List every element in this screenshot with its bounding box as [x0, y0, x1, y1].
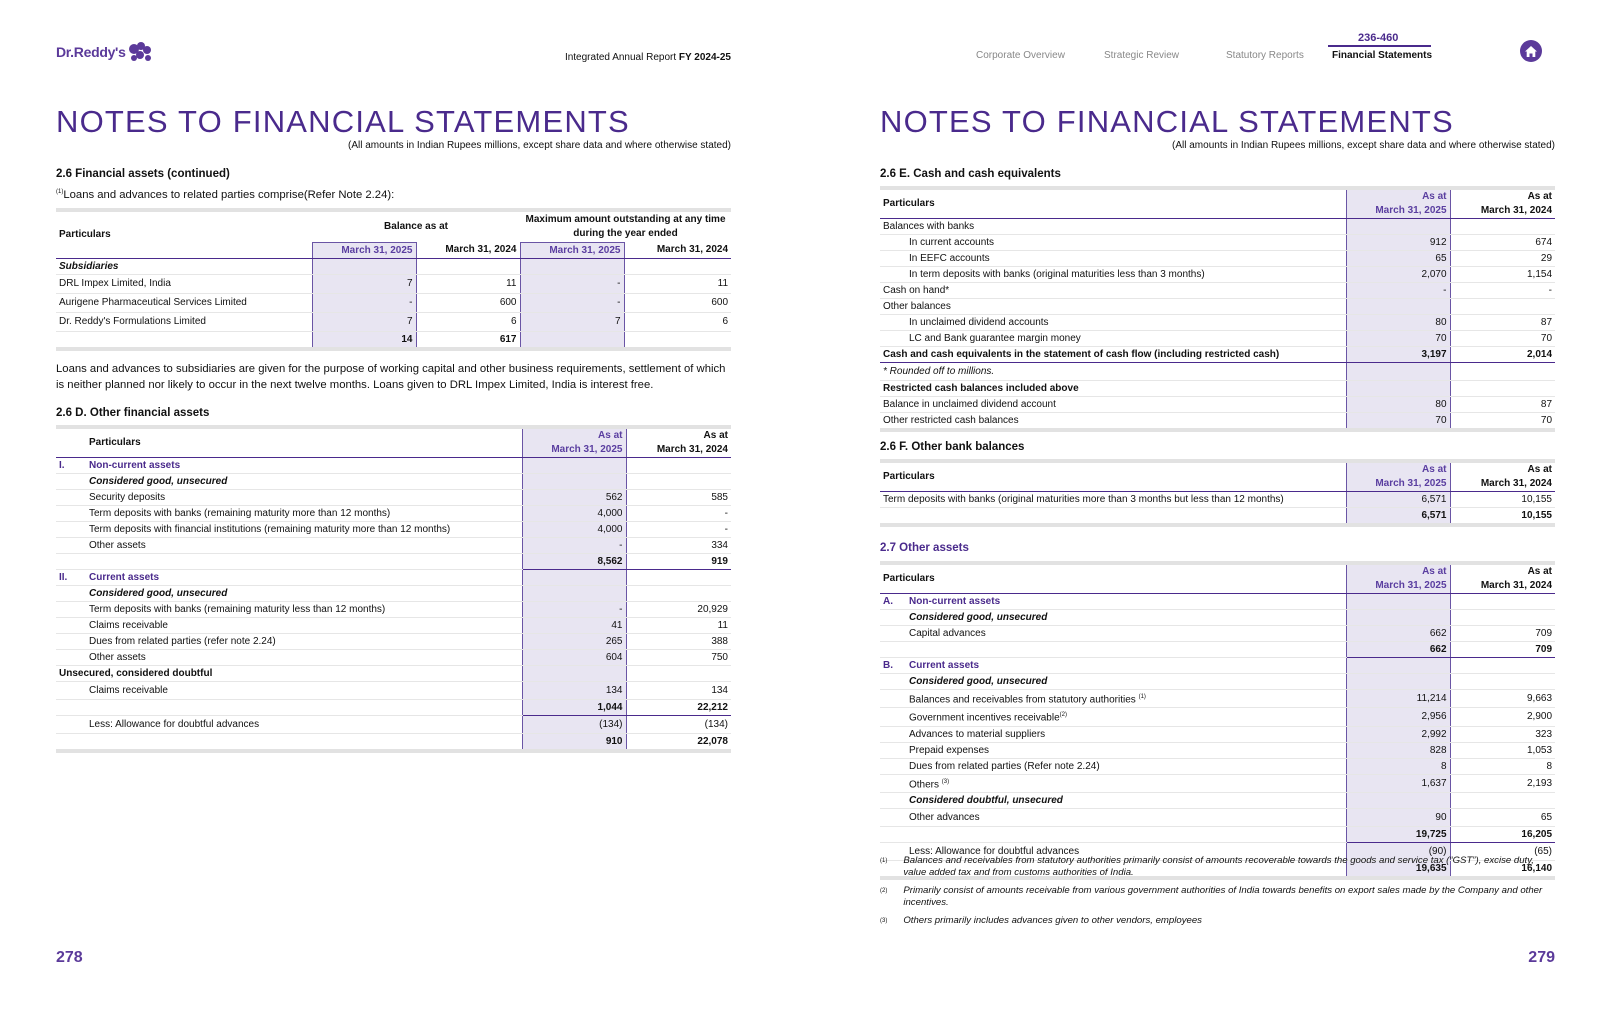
page-number: 279 [1528, 949, 1555, 966]
table-row: Dues from related parties (Refer note 2.24) 8 8 [880, 758, 1555, 774]
table-row: Balances and receivables from statutory authorities $^{(1)}$ 11,214 9,663 [880, 690, 1555, 708]
col-max-mar24: March 31, 2024 [624, 242, 731, 258]
nav-page-range: 236-460 [1358, 32, 1399, 44]
table-row: Less: Allowance for doubtful advances (90) (65) [880, 842, 1555, 860]
col-mar25: As at March 31, 2025 [1346, 188, 1450, 219]
subtotal-row: 19,725 16,205 [880, 826, 1555, 842]
loans-table-wrap [56, 208, 731, 351]
nav-statutory-reports[interactable]: Statutory Reports [1226, 50, 1304, 61]
col-mar25: As at March 31, 2025 [522, 427, 626, 458]
table-row: Dr. Reddy's Formulations Limited 7 6 7 6 [56, 312, 731, 331]
table-row: Term deposits with financial institutions (remaining maturity more than 12 months) 4,000 - [56, 522, 731, 538]
loans-table [56, 208, 731, 351]
subtotal-row: 1,044 22,212 [56, 700, 731, 716]
table-row: Considered doubtful, unsecured [880, 792, 1555, 808]
table-row: Aurigene Pharmaceutical Services Limited - 600 - 600 [56, 293, 731, 312]
table-row: Advances to material suppliers 2,992 323 [880, 726, 1555, 742]
page-number: 278 [56, 949, 83, 966]
other-financial-assets-wrap [56, 425, 731, 753]
col-mar25: March 31, 2025 [312, 242, 416, 258]
amounts-note: (All amounts in Indian Rupees millions, except share data and where otherwise stated) [1172, 140, 1555, 151]
col-particulars: Particulars [86, 427, 522, 458]
table-row: Term deposits with banks (original maturities more than 3 months but less than 12 months) 6,571 10,155 [880, 492, 1555, 508]
table-row [56, 258, 731, 274]
nav-strategic-review[interactable]: Strategic Review [1104, 50, 1180, 61]
total-row: 662 709 [880, 642, 1555, 658]
table-row: Capital advances 662 709 [880, 626, 1555, 642]
col-particulars: Particulars [880, 188, 1346, 219]
table-row: In unclaimed dividend accounts 80 87 [880, 315, 1555, 331]
total-row: Cash and cash equivalents in the statement of cash flow (including restricted cash) 3,197 2,014 [880, 347, 1555, 363]
total-row: 19,635 16,140 [880, 860, 1555, 878]
col-particulars: Particulars [880, 461, 1346, 492]
table-row: Claims receivable 134 134 [56, 682, 731, 700]
report-header: Integrated Annual Report FY 2024-25 [564, 52, 731, 63]
cash-equivalents-table [880, 186, 1555, 432]
col-mar24: As at March 31, 2024 [1450, 563, 1555, 594]
table-row: Other assets 604 750 [56, 650, 731, 666]
table-row: Dues from related parties (refer note 2.24) 265 388 [56, 634, 731, 650]
total-row: 910 22,078 [56, 734, 731, 752]
section-title: 2.6 F. Other bank balances [880, 441, 1025, 453]
section-subtitle: $^{(1)}$Loans and advances to related parties comprise(Refer Note 2.24): [56, 188, 395, 201]
dr-reddys-logo-icon [128, 41, 154, 63]
table-row: Term deposits with banks (remaining maturity more than 12 months) 4,000 - [56, 506, 731, 522]
total-row: 8,562 919 [56, 554, 731, 570]
col-mar24: As at March 31, 2024 [1450, 461, 1555, 492]
footnotes [880, 855, 1555, 927]
right-page [880, 0, 1555, 1012]
table-row: Cash on hand* - - [880, 283, 1555, 299]
table-row: In current accounts 912 674 [880, 235, 1555, 251]
amounts-note: (All amounts in Indian Rupees millions, except share data and where otherwise stated) [348, 140, 731, 151]
total-row: 14 617 [56, 331, 731, 349]
report-year: FY 2024-25 [678, 52, 731, 63]
col-max-mar25: March 31, 2025 [520, 242, 624, 258]
col-particulars: Particulars [880, 563, 1346, 594]
section-title: 2.6 E. Cash and cash equivalents [880, 168, 1061, 180]
table-row: Considered good, unsecured [56, 586, 731, 602]
loans-paragraph: Loans and advances to subsidiaries are given for the purpose of working capital and other business requirements, settlement of which is neither planned nor likely to occur in the next twelve months. Loans given to DRL Impex Limited, India is interest free. [56, 363, 726, 391]
col-mar25: As at March 31, 2025 [1346, 563, 1450, 594]
nav-financial-statements[interactable]: Financial Statements [1332, 50, 1433, 61]
other-bank-balances-wrap [880, 459, 1555, 527]
table-row: Other balances [880, 299, 1555, 315]
table-row: B. Current assets [880, 658, 1555, 674]
table-row: II. Current assets [56, 570, 731, 586]
table-row: Unsecured, considered doubtful [56, 666, 731, 682]
table-row: Other advances 90 65 [880, 808, 1555, 826]
table-row: In EEFC accounts 65 29 [880, 251, 1555, 267]
table-row: Prepaid expenses 828 1,053 [880, 742, 1555, 758]
table-row: * Rounded off to millions. [880, 363, 1555, 381]
footnote: (3) Others primarily includes advances given to other vendors, employees [880, 915, 1202, 926]
table-row: Claims receivable 41 11 [56, 618, 731, 634]
col-particulars: Particulars [56, 210, 312, 258]
col-max-outstanding: Maximum amount outstanding at any time during the year ended [525, 213, 726, 239]
table-row: Considered good, unsecured [56, 474, 731, 490]
table-row: Security deposits 562 585 [56, 490, 731, 506]
table-row: Balance in unclaimed dividend account 80 87 [880, 397, 1555, 413]
table-row: Others $^{(3)}$ 1,637 2,193 [880, 774, 1555, 792]
table-row: Restricted cash balances included above [880, 381, 1555, 397]
company-logo[interactable] [56, 41, 154, 63]
home-icon [1524, 45, 1538, 58]
table-row: Term deposits with banks (remaining maturity less than 12 months) - 20,929 [56, 602, 731, 618]
total-row: 6,571 10,155 [880, 508, 1555, 526]
section-title: 2.6 Financial assets (continued) [56, 168, 230, 180]
col-mar24: As at March 31, 2024 [626, 427, 731, 458]
page-title: NOTES TO FINANCIAL STATEMENTS [56, 104, 630, 139]
table-row: Considered good, unsecured [880, 674, 1555, 690]
left-page [56, 0, 731, 1012]
page-title: NOTES TO FINANCIAL STATEMENTS [880, 104, 1454, 139]
other-assets-table [880, 561, 1555, 880]
table-row: LC and Bank guarantee margin money 70 70 [880, 331, 1555, 347]
group-label: Subsidiaries [56, 258, 312, 274]
table-row: Considered good, unsecured [880, 610, 1555, 626]
table-row: I. Non-current assets [56, 458, 731, 474]
col-mar25: As at March 31, 2025 [1346, 461, 1450, 492]
col-mar24: As at March 31, 2024 [1450, 188, 1555, 219]
other-financial-assets-table [56, 425, 731, 753]
footnote: (1) Balances and receivables from statutory authorities primarily consist of amounts recoverable towards the goods and service tax (“GST”), excise duty, value added tax and from customs authorities of India. [880, 855, 1534, 878]
nav-corporate-overview[interactable]: Corporate Overview [976, 50, 1065, 61]
table-row: Other assets - 334 [56, 538, 731, 554]
section-title: 2.6 D. Other financial assets [56, 407, 210, 419]
home-button[interactable] [1520, 40, 1542, 62]
other-assets-wrap [880, 561, 1555, 880]
cash-table-wrap [880, 186, 1555, 432]
table-row: Government incentives receivable$^{(2)}$ 2,956 2,900 [880, 708, 1555, 726]
table-row: Balances with banks [880, 219, 1555, 235]
table-row: In term deposits with banks (original maturities less than 3 months) 2,070 1,154 [880, 267, 1555, 283]
table-row: A. Non-current assets [880, 594, 1555, 610]
other-bank-balances-table [880, 459, 1555, 527]
logo-text: Dr.Reddy's [56, 44, 126, 60]
nav-active-indicator [1328, 45, 1431, 47]
table-row: Other restricted cash balances 70 70 [880, 413, 1555, 431]
table-row: DRL Impex Limited, India 7 11 - 11 [56, 274, 731, 293]
footnote: (2) Primarily consist of amounts receivable from various government authorities of India towards benefits on export sales made by the Company and other incentives. [880, 885, 1543, 908]
col-balance: Balance as at [384, 221, 448, 233]
section-title: 2.7 Other assets [880, 542, 969, 554]
col-mar24: March 31, 2024 [416, 242, 520, 258]
table-row: Less: Allowance for doubtful advances (134) (134) [56, 716, 731, 734]
